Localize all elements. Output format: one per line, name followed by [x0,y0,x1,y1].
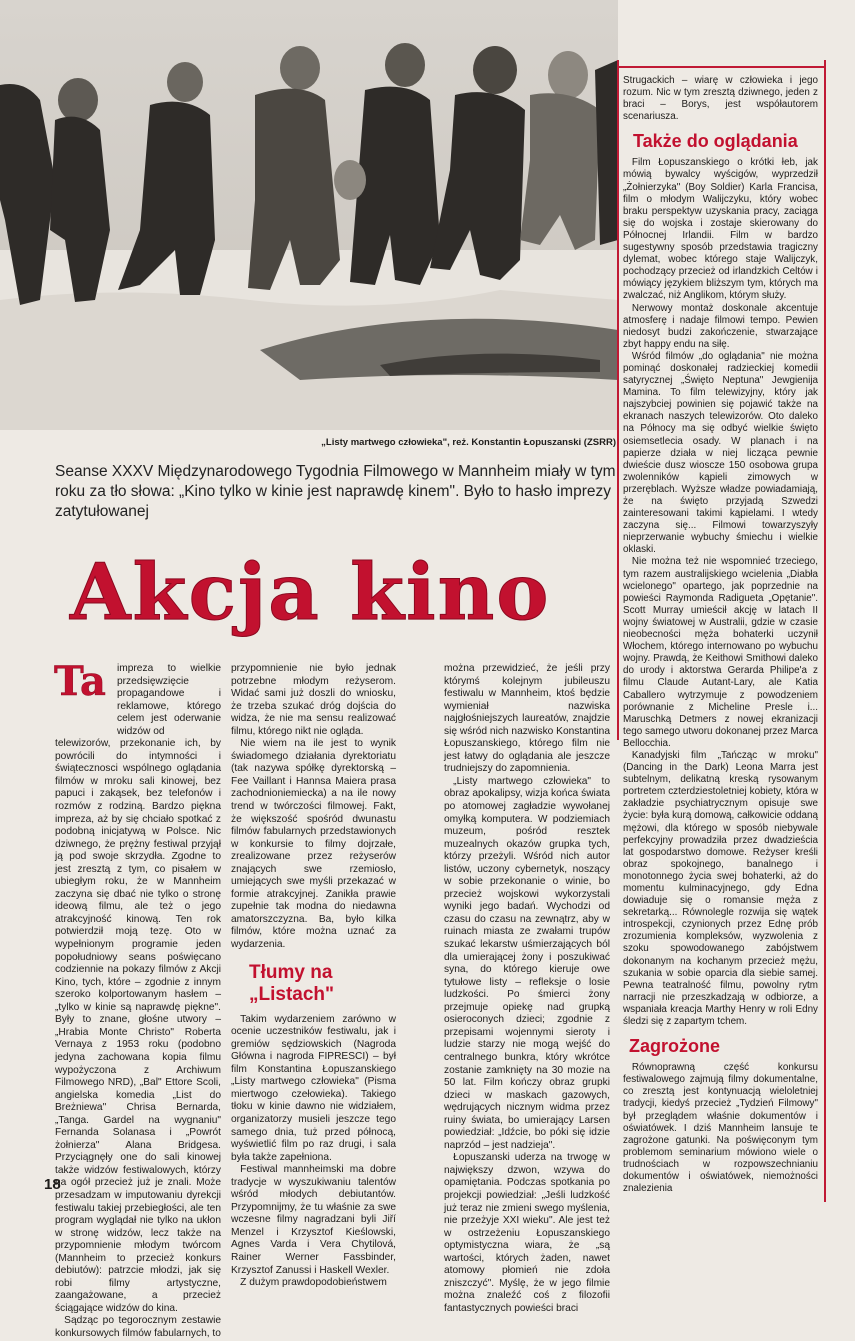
column-4 [623,75,818,1195]
paragraph: Łopuszanski uderza na trwogę w największy dzwon, wzywa do opamiętania. Podczas spotkania po projekcji powiedział: „Jeśli ludzkość już teraz nie zmieni swego myślenia, nie przeżyje XXI wieku". Ale jest też w ostrzeżeniu Łopuszanskiego optymistyczna wiara, że „są wartości, których żaden, nawet atomowy płomień nie zdoła zniszczyć". Myślę, że w jego filmie można znaleźć coś z filozofii fantastycznych powieści braci [444,1152,610,1314]
page-number: 18 [44,1176,61,1193]
paragraph: Kanadyjski film „Tańcząc w mroku" (Dancing in the Dark) Leona Marra jest subtelnym, delikatną kreską rysowanym portretem czterdziestoletniej kobiety, która w zakładzie psychiatrycznym opisuje swe życie: była kurą domową, całkowicie oddaną mężowi, dla którego w sposób niebywale perfekcyjny prowadziła przez dwadzieścia lat gospodarstwo domowe. Reżyser kreśli obraz spokojnego, banalnego i monotonnego życia swej bohaterki, aż do momentu kulminacyjnego, gdy Edna dowiaduje się o romansie męża z sekretarką... Równolegle rozwija się wątek introspekcji, czynionych przez Ednę prób zrozumienia kompleksów, wyzwolenia z szoku spowodowanego zabójstwem dokonanym na kochanym przecież mężu, szukania w sobie oparcia dla siebie samej. Pewna teatralność filmu, powolny rytm narracji nie przeszkadzają w odbiorze, a wspaniała kreacja Marthy Henry w roli Edny śledzi się z zapartym tchem. [623,749,818,1028]
photo-caption: „Listy martwego człowieka", reż. Konstantin Łopuszanski (ZSRR) [321,437,616,448]
paragraph: Strugackich – wiarę w człowieka i jego rozum. Nic w tym zresztą dziwnego, jeden z braci – Borys, jest współautorem scenariusza. [623,75,818,123]
paragraph: telewizorów, przekonanie ich, by powrócili do intymności i świątecznosci wspólnego oglądania filmów w mroku sali kinowej, bez papuci i zakąsek, bez telefonów i rozmów z rodziną. Bardzo piękna impreza, aż by się chciało spotkać z podobną inicjatywą w Polsce. Nic dziwnego, że prężny festiwal przyjął ją pod swoje skrzydła. Zgodne to jest zresztą z tym, co pisałem w ubiegłym roku, że w Mannheim zaczyna się dbać nie tylko o stronę ideową filmu, ale też o jego atrakcyjność kinową. Ten rok potwierdził moją tezę. Oto w wypełnionym programie jeden popołudniowy seans poświęcano codziennie na pokazy filmów z Akcji Kino, tych, które – zgodnie z innym szeroko kolportowanym hasłem – „tylko w kinie są naprawdę piękne". Były to znane, głośne utwory – „Hrabia Monte Christo" Roberta Vernaya z 1953 roku (podobno jedyna zachowana kopia filmu wypożyczona z Archiwum Filmowego NRD), „Bal" Ettore Scoli, angielska komedia „List do Breżniewa" Chrisa Bernarda, „Tanga. Gardel na wygnaniu" Fernanda Solanasa i „Powrót żołnierza" Alana Bridgesa. Przyciągnęły one do sali kinowej także widzów festiwalowych, którzy na ogół przecież już je znali. Może przesadzam w imputowaniu dyrekcji festiwalu takiej przebiegłości, ale ten program wyglądał nie tylko na ukłon w stronę widzów, lecz także na przypomnienie młodym twórcom (Mannheim to przecież konkurs debiutów): patrzcie młodzi, jak się robi filmy artystyczne, zaangażowane, a przecież ściągające widzów do kina. [55,738,221,1314]
top-rule [617,66,826,68]
paragraph: przypomnienie nie było jednak potrzebne młodym reżyserom. Widać sami już doszli do wniosku, że trzeba szukać dróg dojścia do widza, że nie ma sensu realizować filmu, którego nikt nie ogląda. [231,663,396,737]
column-1 [54,658,221,1341]
subhead-takze: Także do oglądania [633,131,798,152]
column-2 [231,663,396,1290]
paragraph: Równoprawną część konkursu festiwalowego zajmują filmy dokumentalne, co zresztą jest kontynuacją wieloletniej tradycji, kiedyś przecież „Tydzień Filmowy" był przeglądem właśnie dokumentów i oświatówek. I dziś Mannheim lansuje te zagrożone gatunki. Na poświęconym tym problemom seminarium mówiono wiele o trudnościach w rozpowszechnianiu dokumentów i oświatówek, niemożności znalezienia [623,1062,818,1195]
paragraph: Z dużym prawdopodobieństwem [240,1277,387,1289]
paragraph: „Listy martwego człowieka" to obraz apokalipsy, wizja końca świata po atomowej zagładzie wywołanej omyłką komputera. W podziemiach muzeum, pośród resztek muzealnych okazów grupka tych, którzy przeżyli. Wśród nich autor listów, uczony cybernetyk, noszący w sobie przekonanie o winie, bo przecież wojskowi wykorzystali wyniki jego badań. Wychodzi od czasu do czasu na zewnątrz, aby w ruinach miasta ze zwałami trupów szukać lekarstw uśmierzających ból dla umierającej żony i poszukiwać syna, do którego kieruje owe tytułowe listy – refleksje o losie ludzkości. Po śmierci żony przejmuje opiekę nad grupką osieroconych dzieci; zgodnie z przepisami wojennymi sieroty i ludzie starzy nie mogą wejść do centralnego bunkra, który wkrótce zostanie zamknięty na 30 mozie na 50 lat. Film kończy obraz grupki dzieci w maskach gazowych, wędrujących nicznym widma przez ruiny świata, bo umierający Larsen powiedział: „Idźcie, bo póki się idzie naprzód – jest nadzieja". [444,775,610,1151]
subhead-zagrozone: Zagrożone [629,1036,721,1057]
paragraph: Nerwowy montaż doskonale akcentuje atmosferę i nadaje filmowi tempo. Pewien niedosyt budzi zakończenie, stwarzające zbyt happy endu na siłę. [623,302,818,350]
paragraph: Nie można też nie wspomnieć trzeciego, tym razem australijskiego wcielenia „Diabła wcielonego" opartego, jak poprzednie na powieści Raymonda Radigueta „Opętanie". Scott Murray umieścił akcję w latach II wojny światowej w Australii, gdzie w czasie nieobecności męża bohaterki uczynił Włochem, którego internowano po wybuchu wojny. Prawdą, że Keithowi Smithowi daleko do urody i aktorstwa Gerarda Philipe'a z filmu Claude Autant-Lary, ale Katia Caballero wytrzymuje z powodzeniem porównanie z Micheline Presle i... Maruschką Detmers z nowej ekranizacji tego samego utworu dokonanej przez Marca Bellocchia. [623,556,818,749]
subhead-tlumy: Tłumy na „Listach" [249,961,335,1005]
right-border [824,60,826,1202]
drop-cap: Ta [54,658,106,705]
paragraph: Nie wiem na ile jest to wynik świadomego działania dyrektoriatu (tak nazywa spółkę dyrektorską – Fee Vaillant i Hannsa Maiera prasa zachodnioniemiecka) a na ile nowy trend w twórczości filmowej. Fakt, że większość spośród dwunastu filmów fabularnych przedstawionych w konkursie to filmy dojrzałe, zrealizowane przez reżyserów znających swe rzemiosło, umiejących swe myśli przekazać w formie atrakcyjnej. Zanikła prawie zupełnie tak modna do niedawna amatorszczyzna. Ba, było kilka filmów, które można uznać za wydarzenia. [231,738,396,951]
sidebar-divider [617,60,619,740]
paragraph: można przewidzieć, że jeśli przy którymś kolejnym jubileuszu festiwalu w Mannheim, ktoś będzie wymieniał nazwiska najgłośniejszych laureatów, znajdzie się wśród nich nazwisko Konstantina Łopuszanskiego, którego film nie jest łatwy do oglądania ale jeszcze trudniejszy do zapomnienia. [444,663,610,775]
headline: Akcja kino [70,547,551,638]
lead-paragraph: Seanse XXXV Międzynarodowego Tygodnia Filmowego w Mannheim miały w tym roku za tło słowa: „Kino tylko w kinie jest naprawdę kinem". Było to hasło imprezy zatytułowanej [55,463,616,520]
paragraph: Sądząc po tegorocznym zestawie konkursowych filmów fabularnych, to [55,1315,221,1339]
paragraph: Takim wydarzeniem zarówno w ocenie uczestników festiwalu, jak i gremiów sędziowskich (Nagroda Główna i nagroda FIPRESCI) – był film Konstantina Łopuszanskiego „Listy martwego człowieka" (Pisma miertwogo czełowieka). Takiego tłoku w kinie dawno nie widziałem, organizatorzy musieli jeszcze tego samego dnia, tuż przed północą, wyświetlić film po raz drugi, i sala była także zapełniona. [231,1013,396,1163]
paragraph: Film Łopuszanskiego o krótki łeb, jak mówią bywalcy wyścigów, wyprzedził „Żołnierzyka" (Boy Soldier) Karla Francisa, film o młodym Walijczyku, który wobec braku perspektyw uzyskania pracy, zaciąga się do wojska i zostaje skierowany do Północnej Irlandii. Film w bardzo sugestywny sposób przedstawia tragiczny dylemat, wobec którego staje Walijczyk, pochodzący przecież od irlandzkich Celtów i mówiący językiem bliższym tym, których ma zwalczać, niż Anglikom, którym służy. [623,157,818,302]
paragraph: Festiwal mannheimski ma dobre tradycje w wyszukiwaniu talentów wśród młodych debiutantów. Przypomnijmy, że tu właśnie za swe wczesne filmy nagradzani byli Jiří Menzel i Krzysztof Kieślowski, Agnes Varda i Vera Chytilová, Rainer Werner Fassbinder, Krzysztof Zanussi i Haskell Wexler. [231,1164,396,1276]
column-3 [444,663,610,1315]
intro-text: impreza to wielkie przedsięwzięcie propagandowe i reklamowe, którego celem jest oderwanie widzów od [117,663,221,737]
paragraph: Wśród filmów „do oglądania" nie można pominąć doskonałej radzieckiej komedii satyrycznej „Święto Neptuna" Jewgienija Mamina. To film telewizyjny, który jak najszybciej powinien się pojawić także na ekranach naszych telewizorów. Oto daleko na Północy ma się odbyć wielkie święto osiemsetlecia osady. W planach i na papierze działa w niej licząca pewnie dwieście dusz wioscze 150 osobowa grupa zwolenników kąpieli zimowych w przeręblach. Wyższe władze powiadamiają, że na święto przyjadą Szwedzi zainteresowani takimi kąpielami. I wtedy zaczyna się... Filmowi towarzyszyły nieprzerwanie wybuchy śmiechu i wielkie oklaski. [623,350,818,556]
article-photo [0,0,618,430]
